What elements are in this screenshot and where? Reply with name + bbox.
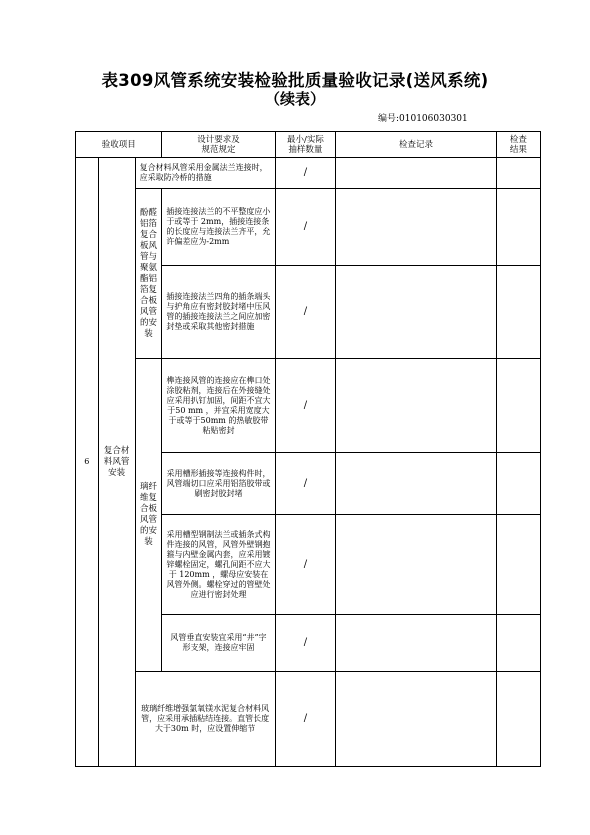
subgroup-line: 风管 xyxy=(140,306,158,317)
subgroup-line: 璃纤 xyxy=(140,482,158,492)
requirement-cell: 插接连接法兰四角的插条端头与护角应有密封胶封堵中压风管的插接连接法兰之间应加密封垫或采取其他密封措施 xyxy=(162,266,275,359)
subgroup-line: 板风 xyxy=(140,240,158,251)
header-record: 检查记录 xyxy=(336,132,496,158)
sample-cell: / xyxy=(275,158,336,189)
item-name-line: 复合材 xyxy=(103,445,130,456)
record-cell[interactable] xyxy=(336,158,496,189)
record-cell[interactable] xyxy=(336,189,496,266)
result-cell[interactable] xyxy=(496,453,540,515)
record-cell[interactable] xyxy=(336,266,496,359)
subgroup-line: 合板 xyxy=(140,504,158,514)
sample-cell: / xyxy=(275,515,336,615)
page-title: 表309风管系统安装检验批质量验收记录(送风系统) xyxy=(101,71,489,90)
table-row xyxy=(76,672,541,767)
requirement-cell: 复合材料风管采用金属法兰连接时，应采取防冷桥的措施 xyxy=(135,158,275,189)
subgroup-line: 管与 xyxy=(140,251,158,262)
table-row xyxy=(76,158,541,189)
subgroup-line: 风管 xyxy=(140,515,158,525)
requirement-cell: 插接连接法兰的不平整度应小于或等于 2mm，插接连接条的长度应与连接法兰齐平，允许偏差应为-2mm xyxy=(162,189,275,266)
subgroup-line: 的安 xyxy=(140,526,158,536)
result-cell[interactable] xyxy=(496,189,540,266)
inspection-table xyxy=(75,131,541,767)
result-cell[interactable] xyxy=(496,672,540,767)
header-sample-line1: 最小/实际 xyxy=(286,134,324,145)
subgroup-label-glassfiber xyxy=(135,359,162,672)
header-result xyxy=(496,132,540,158)
item-name-line: 安装 xyxy=(108,467,126,478)
result-cell[interactable] xyxy=(496,158,540,189)
subgroup-line: 聚氨 xyxy=(140,262,158,273)
form-code: 编号:010106030301 xyxy=(378,114,468,124)
subgroup-line: 酯铝 xyxy=(140,273,158,284)
subgroup-line: 的安 xyxy=(140,317,158,328)
result-cell[interactable] xyxy=(496,266,540,359)
header-design xyxy=(162,132,275,158)
page-subtitle: （续表） xyxy=(264,90,325,108)
table-row xyxy=(76,359,541,453)
subgroup-line: 装 xyxy=(144,328,153,339)
sample-cell: / xyxy=(275,189,336,266)
sample-cell: / xyxy=(275,615,336,672)
result-cell[interactable] xyxy=(496,615,540,672)
requirement-cell: 采用槽形插接等连接构件时，风管端切口应采用铝箔胶带或刷密封胶封堵 xyxy=(162,453,275,515)
result-cell[interactable] xyxy=(496,515,540,615)
row-number: 6 xyxy=(76,158,99,767)
table-row xyxy=(76,189,541,266)
requirement-cell: 采用槽型钢制法兰或插条式构件连接的风管，风管外壁钢抱箍与内壁金属内套，应采用镀锌螺栓固定，螺孔间距不应大于 120mm ，螺母应安装在风管外侧。螺栓穿过的管壁处应进行密封处理 xyxy=(162,515,275,615)
item-name-line: 料风管 xyxy=(103,456,130,467)
sample-cell: / xyxy=(275,266,336,359)
subgroup-line: 合板 xyxy=(140,295,158,306)
requirement-cell: 榫连接风管的连接应在榫口处涂胶粘剂，连接后在外接缝处应采用扒钉加固，间距不宜大于50 mm ，并宜采用宽度大于或等于50mm 的热敏胶带粘贴密封 xyxy=(162,359,275,453)
table-header-row xyxy=(76,132,541,158)
header-design-line2: 规范规定 xyxy=(201,144,236,155)
requirement-cell: 玻璃纤维增强氯氧镁水泥复合材料风管，应采用承插粘结连接。直管长度大于30m 时，应设置伸缩节 xyxy=(135,672,275,767)
subgroup-line: 铝箔 xyxy=(140,218,158,229)
result-cell[interactable] xyxy=(496,359,540,453)
sample-cell: / xyxy=(275,672,336,767)
record-cell[interactable] xyxy=(336,672,496,767)
header-item: 验收项目 xyxy=(76,132,162,158)
header-result-line2: 结果 xyxy=(509,144,527,155)
record-cell[interactable] xyxy=(336,453,496,515)
subgroup-line: 酚醛 xyxy=(140,207,158,218)
item-name xyxy=(98,158,135,767)
subgroup-label-phenolic xyxy=(135,189,162,359)
record-cell[interactable] xyxy=(336,359,496,453)
requirement-cell: 风管垂直安装宜采用“井”字形支架，连接应牢固 xyxy=(162,615,275,672)
header-sample xyxy=(275,132,336,158)
sample-cell: / xyxy=(275,359,336,453)
subgroup-line: 维复 xyxy=(140,493,158,503)
header-result-line1: 检查 xyxy=(509,134,527,145)
subgroup-line: 装 xyxy=(144,537,153,547)
sample-cell: / xyxy=(275,453,336,515)
subgroup-line: 复合 xyxy=(140,229,158,240)
header-sample-line2: 抽样数量 xyxy=(288,144,323,155)
record-cell[interactable] xyxy=(336,515,496,615)
record-cell[interactable] xyxy=(336,615,496,672)
subgroup-line: 箔复 xyxy=(140,284,158,295)
header-design-line1: 设计要求及 xyxy=(197,134,240,145)
